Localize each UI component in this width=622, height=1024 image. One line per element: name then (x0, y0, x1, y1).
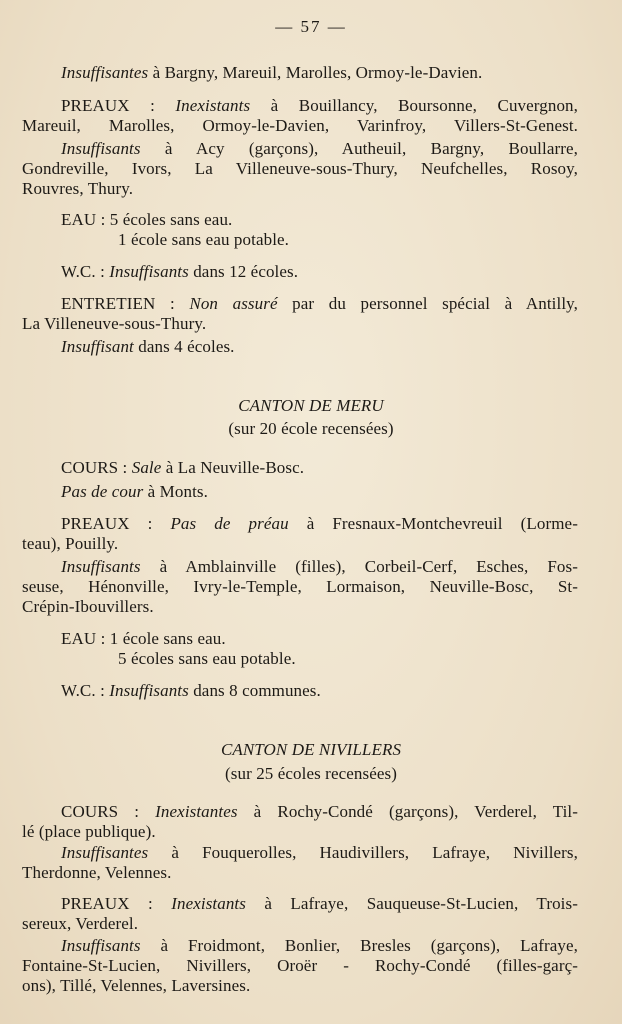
line-text: Mareuil, Marolles, Ormoy-le-Davien, Varinfroy, Villers-St-Genest. (22, 116, 578, 135)
line-text: à Monts. (143, 482, 208, 501)
line-text: CANTON DE MERU (238, 396, 384, 415)
line-text: 1 école sans eau potable. (118, 230, 290, 249)
text-line (61, 936, 578, 956)
text-line (22, 914, 138, 934)
text-line (61, 629, 226, 649)
line-emphasis: Pas de préau (170, 514, 289, 533)
line-text: Fontaine-St-Lucien, Nivillers, Oroër - Rochy-Condé (filles-garç- (22, 956, 578, 975)
section-subheading (0, 419, 622, 439)
text-line (22, 314, 206, 334)
line-text: à Fresnaux-Montchevreuil (Lorme- (288, 514, 578, 533)
text-line (61, 894, 578, 914)
line-text: La Villeneuve-sous-Thury. (22, 314, 207, 333)
line-emphasis: Insuffisants (109, 262, 189, 281)
line-emphasis: Insuffisantes (61, 63, 149, 82)
line-text: EAU : 1 école sans eau. (61, 629, 226, 648)
line-text: à Amblainville (filles), Corbeil-Cerf, Esches, Fos- (140, 557, 578, 576)
line-label: W.C. : (61, 262, 110, 281)
text-line (61, 337, 235, 357)
line-emphasis: Inexistants (171, 894, 246, 913)
line-emphasis: Inexistantes (155, 802, 238, 821)
text-line (22, 956, 578, 976)
line-emphasis: Insuffisants (109, 681, 189, 700)
line-text: (sur 25 écoles recensées) (225, 764, 397, 783)
line-label: PREAUX : (61, 894, 172, 913)
line-text: ons), Tillé, Velennes, Laversines. (22, 976, 251, 995)
text-line (118, 230, 289, 250)
line-emphasis: Insuffisants (61, 936, 141, 955)
line-text: Crépin-Ibouvillers. (22, 597, 154, 616)
line-emphasis: Non assuré (189, 294, 278, 313)
line-text: 5 écoles sans eau potable. (118, 649, 296, 668)
line-label: COURS : (61, 802, 156, 821)
text-line (61, 210, 232, 230)
text-line (22, 159, 578, 179)
line-text: dans 4 écoles. (133, 337, 235, 356)
line-text: à Bargny, Mareuil, Marolles, Ormoy-le-Davien. (148, 63, 483, 82)
line-text: à Froidmont, Bonlier, Bresles (garçons), Lafraye, (140, 936, 578, 955)
line-text: sereux, Verderel. (22, 914, 139, 933)
line-text: CANTON DE NIVILLERS (220, 740, 402, 759)
text-line (61, 139, 578, 159)
text-line (61, 514, 578, 534)
line-text: dans 8 communes. (188, 681, 321, 700)
line-text: (sur 20 école recensées) (228, 419, 394, 438)
section-subheading (0, 764, 622, 784)
text-line (22, 577, 578, 597)
text-line (22, 976, 250, 996)
line-label: PREAUX : (61, 96, 176, 115)
line-text: à Acy (garçons), Autheuil, Bargny, Boullarre, (140, 139, 578, 158)
text-line (22, 116, 578, 136)
text-line (118, 649, 296, 669)
line-text: seuse, Hénonville, Ivry-le-Temple, Lormaison, Neuville-Bosc, St- (22, 577, 578, 596)
section-heading (0, 740, 622, 760)
text-line (22, 534, 118, 554)
text-line (61, 262, 298, 282)
line-text: à Bouillancy, Boursonne, Cuvergnon, (250, 96, 578, 115)
section-heading (0, 396, 622, 416)
line-text: Rouvres, Thury. (22, 179, 134, 198)
line-text: lé (place publique). (22, 822, 156, 841)
text-line (61, 843, 578, 863)
text-line (61, 63, 482, 83)
text-line (22, 179, 133, 199)
line-text: à Rochy-Condé (garçons), Verderel, Til- (237, 802, 578, 821)
line-emphasis: Insuffisantes (61, 843, 149, 862)
line-emphasis: Pas de cour (61, 482, 144, 501)
line-label: COURS : (61, 458, 132, 477)
text-line (61, 458, 304, 478)
line-text: EAU : 5 écoles sans eau. (61, 210, 233, 229)
text-line (61, 482, 208, 502)
line-text: à La Neuville-Bosc. (161, 458, 305, 477)
page-number: — 57 — (275, 17, 347, 36)
line-text: par du personnel spécial à Antilly, (277, 294, 578, 313)
line-label: W.C. : (61, 681, 110, 700)
line-emphasis: Inexistants (175, 96, 251, 115)
line-text: Therdonne, Velennes. (22, 863, 172, 882)
line-emphasis: Insuffisants (61, 557, 141, 576)
line-emphasis: Insuffisants (61, 139, 141, 158)
text-line (22, 597, 154, 617)
line-label: PREAUX : (61, 514, 171, 533)
text-line (61, 802, 578, 822)
line-label: ENTRETIEN : (61, 294, 190, 313)
line-text: à Lafraye, Sauqueuse-St-Lucien, Trois- (245, 894, 578, 913)
line-text: teau), Pouilly. (22, 534, 119, 553)
line-text: dans 12 écoles. (188, 262, 299, 281)
text-line (61, 294, 578, 314)
line-text: Gondreville, Ivors, La Villeneuve-sous-Thury, Neufchelles, Rosoy, (22, 159, 578, 178)
text-line (22, 822, 156, 842)
line-text: à Fouquerolles, Haudivillers, Lafraye, Nivillers, (148, 843, 578, 862)
text-line (61, 557, 578, 577)
text-line (61, 96, 578, 116)
text-line (61, 681, 321, 701)
text-line (22, 863, 171, 883)
line-emphasis: Insuffisant (61, 337, 134, 356)
line-emphasis: Sale (131, 458, 162, 477)
